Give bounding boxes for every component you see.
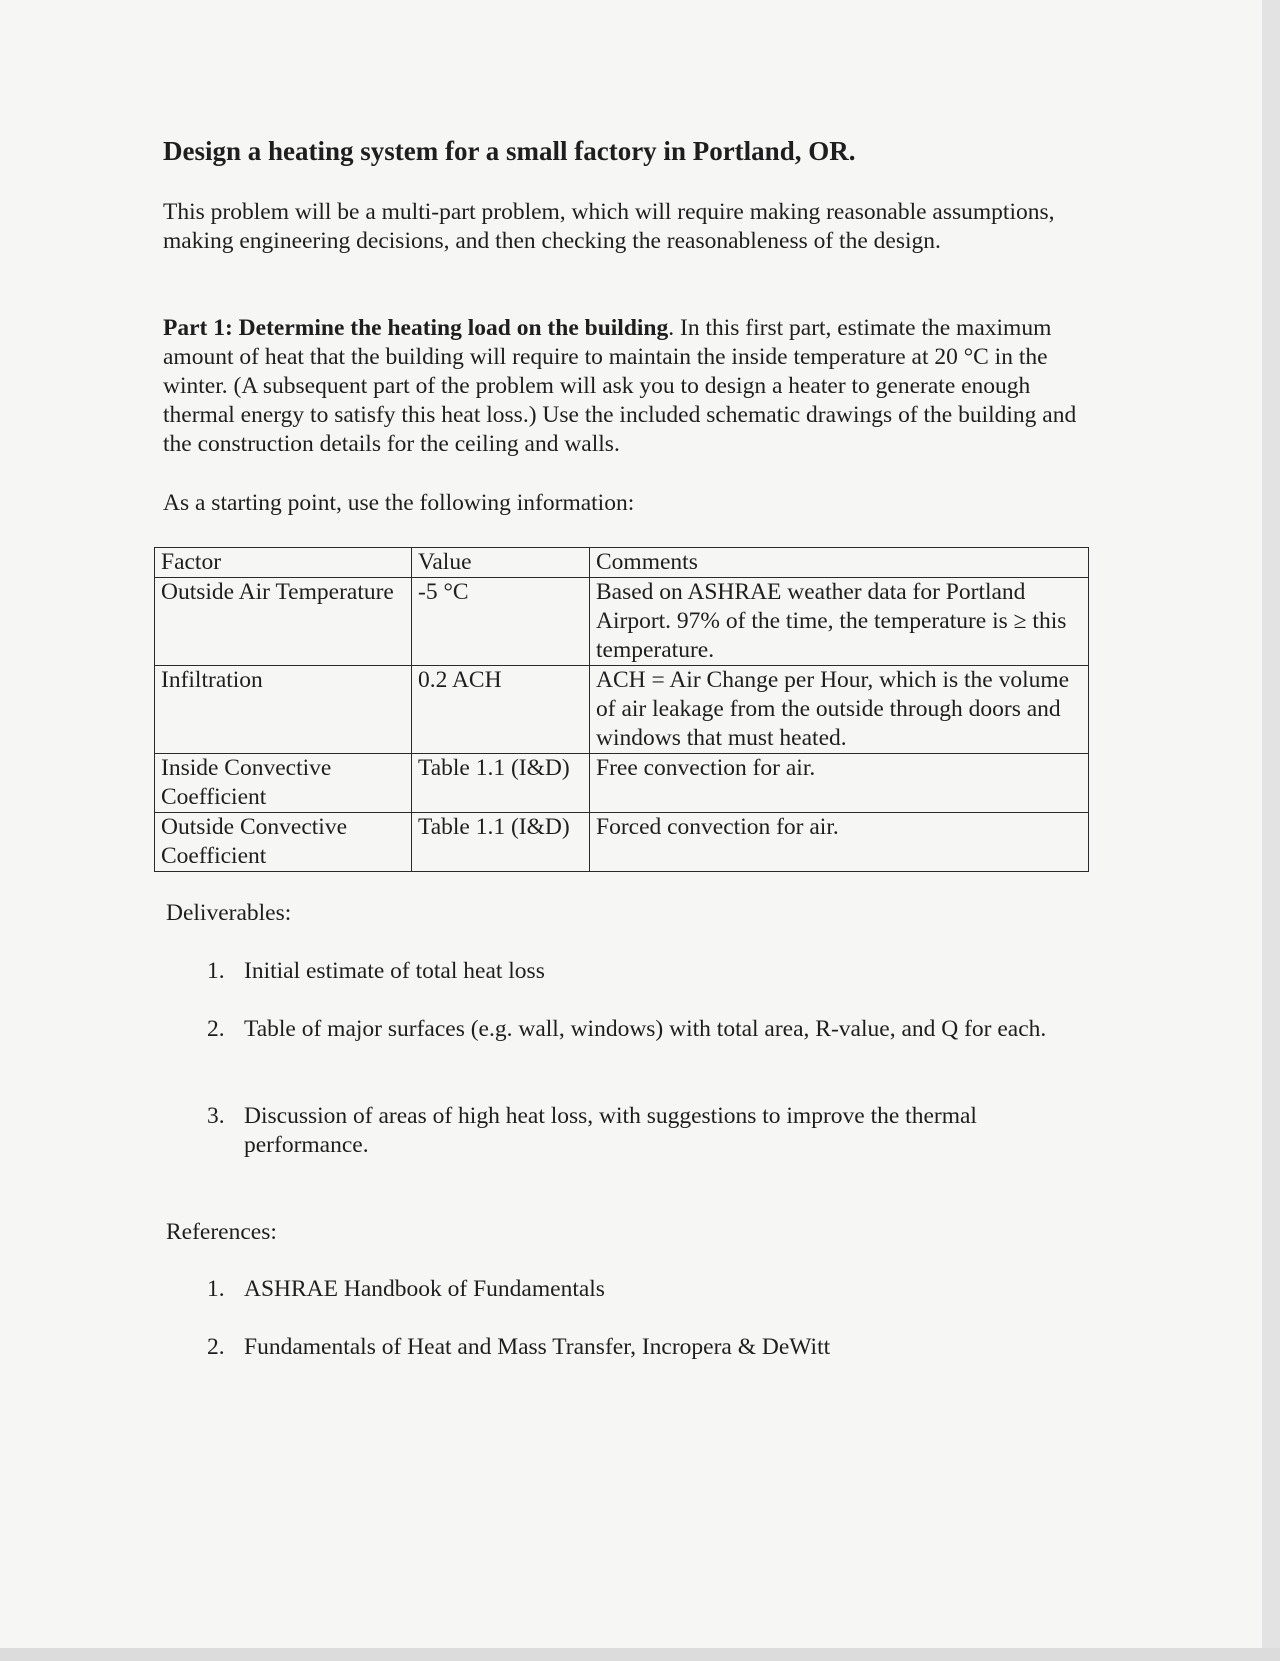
- table-row: [155, 813, 1089, 872]
- deliverables-label: Deliverables:: [166, 900, 292, 926]
- intro-paragraph: This problem will be a multi-part problem, which will require making reasonable assumptions, making engineering decisions, and then checking the reasonableness of the design.: [163, 199, 1055, 254]
- deliverable-item: [207, 957, 1077, 986]
- comment-cell: Forced convection for air.: [590, 813, 1089, 872]
- table-row: [155, 578, 1089, 666]
- factor-cell: Infiltration: [155, 666, 412, 754]
- part1-paragraph: [163, 314, 1083, 459]
- table-row: [155, 666, 1089, 754]
- comment-cell: Based on ASHRAE weather data for Portland Airport. 97% of the time, the temperature is ≥ this temperature.: [590, 578, 1089, 666]
- table-header-row: [155, 548, 1089, 578]
- list-text: Fundamentals of Heat and Mass Transfer, Incropera & DeWitt: [244, 1334, 831, 1360]
- reference-item: [207, 1333, 1077, 1362]
- scan-edge-right: [1262, 0, 1280, 1661]
- list-text: Discussion of areas of high heat loss, with suggestions to improve the thermal performance.: [244, 1103, 977, 1158]
- value-cell: -5 °C: [412, 578, 590, 666]
- list-number: 1.: [207, 1276, 225, 1302]
- value-cell: Table 1.1 (I&D): [412, 754, 590, 813]
- reference-item: [207, 1275, 1077, 1304]
- header-comments: Comments: [590, 548, 1089, 578]
- starting-point-text: As a starting point, use the following information:: [163, 490, 635, 516]
- factor-cell: Outside Air Temperature: [155, 578, 412, 666]
- factor-cell: Outside Convective Coefficient: [155, 813, 412, 872]
- references-label: References:: [166, 1219, 277, 1245]
- comment-cell: ACH = Air Change per Hour, which is the volume of air leakage from the outside through doors and windows that must heated.: [590, 666, 1089, 754]
- scan-edge-bottom: [0, 1648, 1280, 1661]
- value-cell: Table 1.1 (I&D): [412, 813, 590, 872]
- document-title: Design a heating system for a small factory in Portland, OR.: [163, 136, 856, 166]
- part1-heading: Part 1: Determine the heating load on the building: [163, 315, 669, 341]
- factor-cell: Inside Convective Coefficient: [155, 754, 412, 813]
- comment-cell: Free convection for air.: [590, 754, 1089, 813]
- part1-text: . In this first part, estimate the maximum amount of heat that the building will require to maintain the inside temperature at 20 °C in the winter. (A subsequent part of the problem will ask you to design a heater to generate enough thermal energy to satisfy this heat loss.) Use the included schematic drawings of the building and the construction details for the ceiling and walls.: [163, 315, 1077, 457]
- list-number: 3.: [207, 1103, 225, 1129]
- header-value: Value: [412, 548, 590, 578]
- list-text: ASHRAE Handbook of Fundamentals: [244, 1276, 605, 1302]
- deliverable-item: [207, 1102, 1077, 1160]
- deliverable-item: [207, 1015, 1077, 1044]
- list-number: 1.: [207, 958, 225, 984]
- list-text: Initial estimate of total heat loss: [244, 958, 545, 984]
- table-row: [155, 754, 1089, 813]
- list-number: 2.: [207, 1016, 225, 1042]
- info-table: [154, 547, 1089, 872]
- header-factor: Factor: [155, 548, 412, 578]
- value-cell: 0.2 ACH: [412, 666, 590, 754]
- list-text: Table of major surfaces (e.g. wall, windows) with total area, R-value, and Q for each.: [244, 1016, 1047, 1042]
- list-number: 2.: [207, 1334, 225, 1360]
